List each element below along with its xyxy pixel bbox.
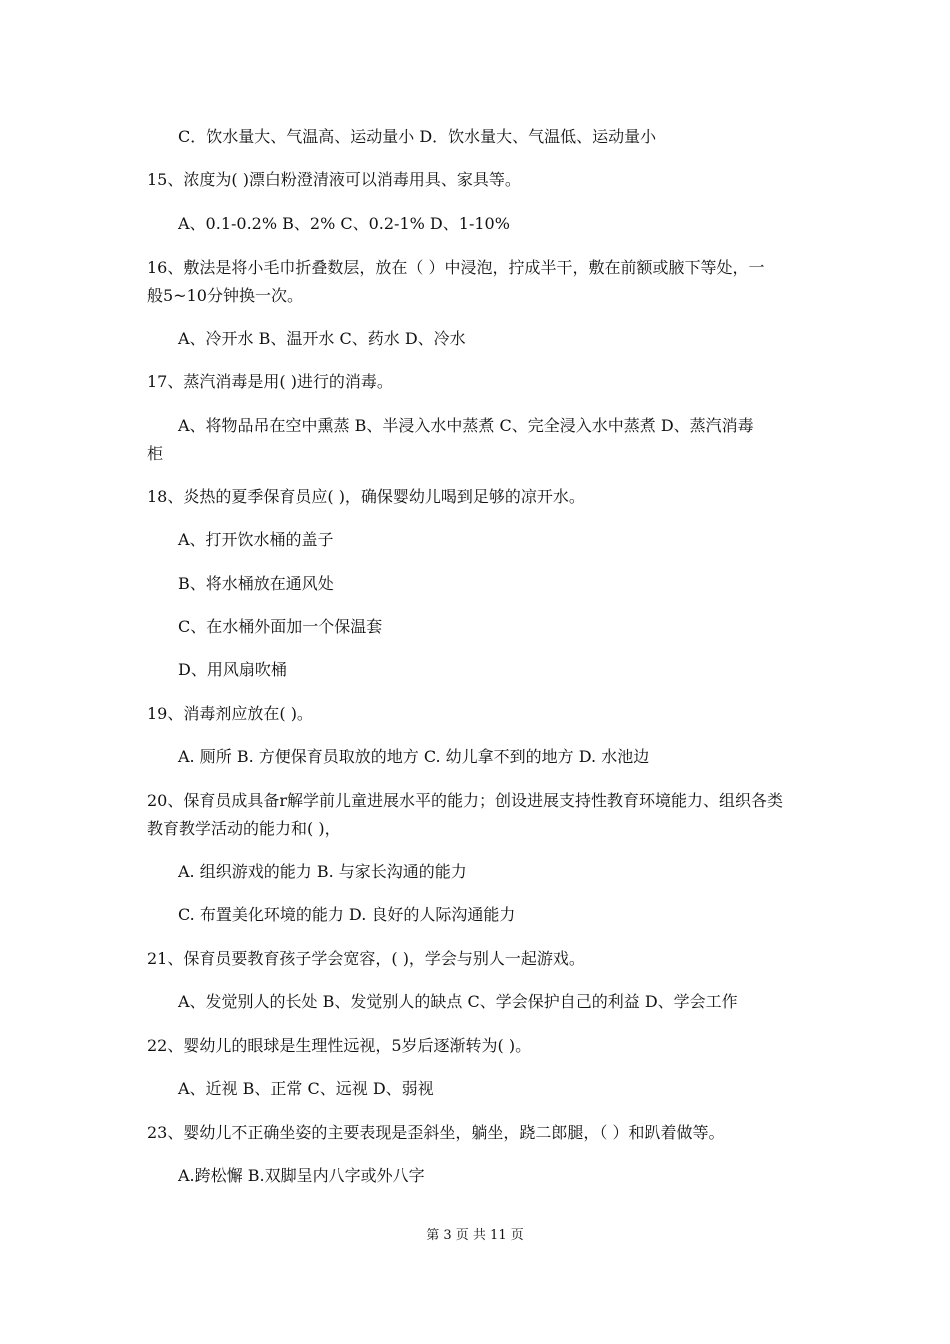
q18-option-a: A、打开饮水桶的盖子 bbox=[178, 530, 334, 549]
q21-options: A、发觉别人的长处 B、发觉别人的缺点 C、学会保护自己的利益 D、学会工作 bbox=[178, 992, 738, 1011]
q15-options: A、0.1-0.2% B、2% C、0.2-1% D、1-10% bbox=[178, 214, 510, 233]
q15-stem: 15、浓度为( )漂白粉澄清液可以消毒用具、家具等。 bbox=[147, 170, 521, 189]
q19-stem: 19、消毒剂应放在( )。 bbox=[147, 704, 313, 723]
q19-options: A. 厕所 B. 方便保育员取放的地方 C. 幼儿拿不到的地方 D. 水池边 bbox=[178, 747, 650, 766]
q17-stem: 17、蒸汽消毒是用( )进行的消毒。 bbox=[147, 372, 393, 391]
q21-stem: 21、保育员要教育孩子学会宽容，( )，学会与别人一起游戏。 bbox=[147, 949, 585, 968]
q17-options-line2: 柜 bbox=[147, 444, 164, 463]
q20-stem-line2: 教育教学活动的能力和( )， bbox=[147, 819, 341, 838]
q22-options: A、近视 B、正常 C、远视 D、弱视 bbox=[178, 1079, 434, 1098]
q16-options: A、冷开水 B、温开水 C、药水 D、冷水 bbox=[178, 329, 466, 348]
q16-stem-line1: 16、敷法是将小毛巾折叠数层，放在（ ）中浸泡，拧成半干，敷在前额或腋下等处，一 bbox=[147, 258, 765, 277]
page-footer: 第 3 页 共 11 页 bbox=[426, 1228, 524, 1243]
q18-stem: 18、炎热的夏季保育员应( )，确保婴幼儿喝到足够的凉开水。 bbox=[147, 487, 585, 506]
q18-option-d: D、用风扇吹桶 bbox=[178, 660, 287, 679]
q18-option-b: B、将水桶放在通风处 bbox=[178, 574, 334, 593]
q20-options-ab: A. 组织游戏的能力 B. 与家长沟通的能力 bbox=[178, 862, 467, 881]
q23-stem: 23、婴幼儿不正确坐姿的主要表现是歪斜坐，躺坐，跷二郎腿，（ ）和趴着做等。 bbox=[147, 1123, 725, 1142]
q17-options-line1: A、将物品吊在空中熏蒸 B、半浸入水中蒸煮 C、完全浸入水中蒸煮 D、蒸汽消毒 bbox=[178, 416, 754, 435]
q14-options-cd: C．饮水量大、气温高、运动量小 D．饮水量大、气温低、运动量小 bbox=[178, 127, 657, 146]
q20-options-cd: C. 布置美化环境的能力 D. 良好的人际沟通能力 bbox=[178, 905, 516, 924]
q16-stem-line2: 般5~10分钟换一次。 bbox=[147, 286, 303, 305]
q22-stem: 22、婴幼儿的眼球是生理性远视，5岁后逐渐转为( )。 bbox=[147, 1036, 532, 1055]
q23-options: A.跨松懈 B.双脚呈内八字或外八字 bbox=[178, 1166, 425, 1185]
q18-option-c: C、在水桶外面加一个保温套 bbox=[178, 617, 383, 636]
q20-stem-line1: 20、保育员成具备r解学前儿童进展水平的能力；创设进展支持性教育环境能力、组织各类 bbox=[147, 791, 784, 810]
